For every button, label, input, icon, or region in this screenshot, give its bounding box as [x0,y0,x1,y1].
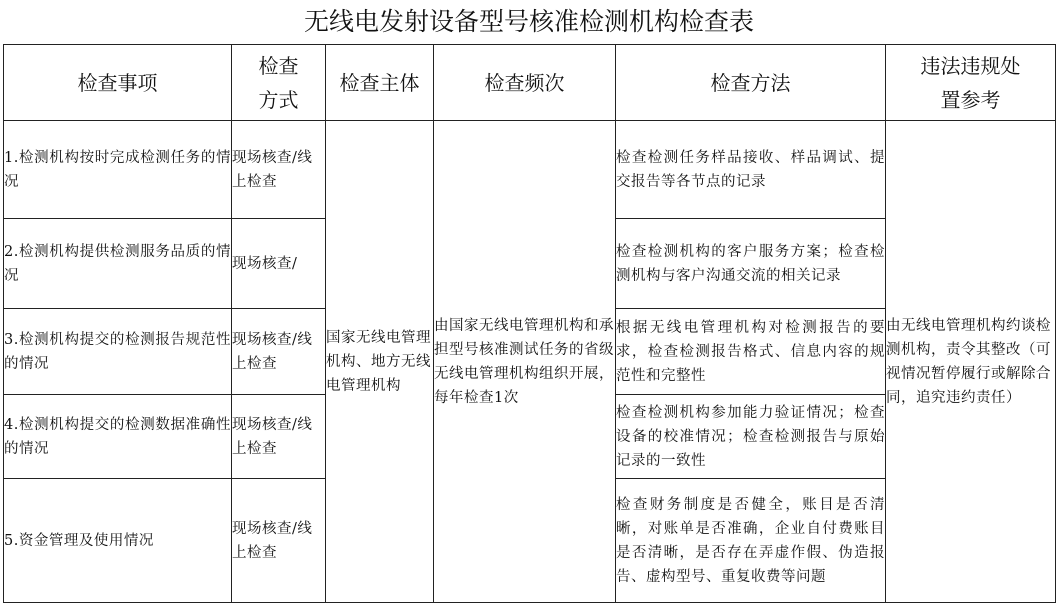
row-mode-text: 现场核查/ [232,255,298,272]
row-item-text: 3.检测机构提交的检测报告规范性的情况 [4,331,231,372]
row-method-text: 根据无线电管理机构对检测报告的要求，检查检测报告格式、信息内容的规范性和完整性 [616,319,885,384]
row-method-text: 检查财务制度是否健全，账目是否清晰，对账单是否准确，企业自付费账目是否清晰，是否存在弄虚作假、伪造报告、虚构型号、重复收费等问题 [616,496,885,585]
row-mode-cell [232,309,326,395]
row-item-cell [4,121,232,219]
row-item-cell [4,219,232,309]
row-method-cell [616,219,886,309]
row-mode-text: 现场核查/线上检查 [232,331,313,372]
frequency-cell [434,121,616,603]
header-method: 检查方法 [616,45,886,121]
row-mode-text: 现场核查/线上检查 [232,416,313,457]
table-row [4,121,1056,219]
header-reference-text: 违法违规处置参考 [920,53,1021,112]
row-mode-text: 现场核查/线上检查 [232,149,313,190]
row-method-text: 检查检测任务样品接收、样品调试、提交报告等各节点的记录 [616,149,885,190]
row-mode-text: 现场核查/线上检查 [232,520,313,561]
header-mode [232,45,326,121]
header-row [4,45,1056,121]
subject-text: 国家无线电管理机构、地方无线电管理机构 [326,329,431,394]
row-item-text: 2.检测机构提供检测服务品质的情况 [4,243,231,284]
header-reference [886,45,1056,121]
row-mode-cell [232,121,326,219]
row-item-text: 4.检测机构提交的检测数据准确性的情况 [4,416,231,457]
row-mode-cell [232,395,326,479]
inspection-table [3,44,1056,603]
row-method-cell [616,395,886,479]
header-item: 检查事项 [4,45,232,121]
header-mode-text: 检查方式 [258,53,299,112]
subject-cell [326,121,434,603]
row-item-text: 5.资金管理及使用情况 [4,532,154,549]
page-title: 无线电发射设备型号核准检测机构检查表 [303,7,754,36]
row-method-cell [616,309,886,395]
row-method-cell [616,479,886,603]
row-mode-cell [232,219,326,309]
reference-cell [886,121,1056,603]
row-method-cell [616,121,886,219]
row-method-text: 检查检测机构参加能力验证情况；检查设备的校准情况；检查检测报告与原始记录的一致性 [616,404,885,469]
reference-text: 由无线电管理机构约谈检测机构，责令其整改（可视情况暂停履行或解除合同，追究违约责任） [886,317,1051,406]
header-frequency: 检查频次 [434,45,616,121]
row-item-cell [4,395,232,479]
row-method-text: 检查检测机构的客户服务方案；检查检测机构与客户沟通交流的相关记录 [616,243,885,284]
row-item-text: 1.检测机构按时完成检测任务的情况 [4,149,231,190]
row-mode-cell [232,479,326,603]
row-item-cell [4,479,232,603]
header-subject: 检查主体 [326,45,434,121]
frequency-text: 由国家无线电管理机构和承担型号核准测试任务的省级无线电管理机构组织开展，每年检查1次 [434,317,614,406]
row-item-cell [4,309,232,395]
